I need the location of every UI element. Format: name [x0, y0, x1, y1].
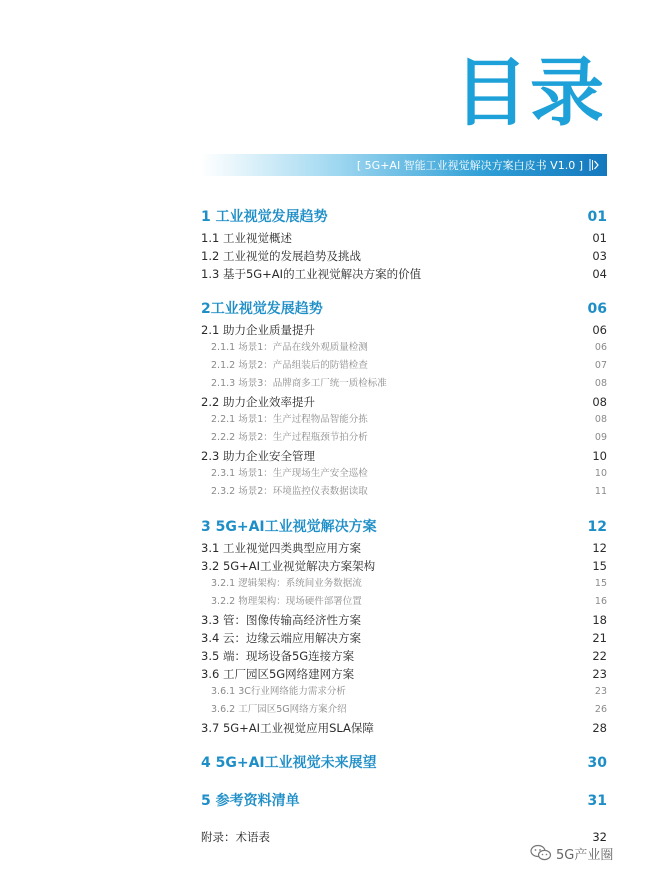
toc-chapter-page-number: 31 [587, 793, 607, 809]
toc-subsection-page-number: 08 [594, 414, 607, 425]
toc-subsection-page-number: 08 [594, 378, 607, 389]
toc-subsection-label: 2.1.3 场景3：品牌商多工厂统一质检标准 [211, 378, 387, 389]
toc-subsection[interactable] [201, 683, 607, 701]
toc-section-label: 1.2 工业视觉的发展趋势及挑战 [201, 249, 361, 263]
toc-section-label: 3.2 5G+AI工业视觉解决方案架构 [201, 559, 376, 573]
toc-section[interactable] [201, 321, 607, 339]
toc-section-label: 3.7 5G+AI工业视觉应用SLA保障 [201, 721, 374, 735]
toc-subsection[interactable] [201, 375, 607, 393]
toc-subsection[interactable] [201, 575, 607, 593]
toc-subsection-label: 2.1.1 场景1：产品在线外观质量检测 [211, 342, 368, 353]
toc-subsection[interactable] [201, 357, 607, 375]
toc-chapter-page-number: 01 [587, 209, 607, 225]
toc-subsection-page-number: 06 [594, 342, 607, 353]
toc-subsection-label: 3.6.2 工厂园区5G网络方案介绍 [211, 704, 347, 715]
toc-section-page-number: 01 [592, 231, 607, 245]
toc-chapter-label: 2工业视觉发展趋势 [201, 301, 323, 317]
toc-chapter[interactable] [201, 205, 607, 229]
toc-section-page-number: 06 [592, 323, 607, 337]
toc-section[interactable] [201, 247, 607, 265]
toc-section-label: 2.3 助力企业安全管理 [201, 449, 315, 463]
toc-subsection-label: 2.2.2 场景2：生产过程瓶颈节拍分析 [211, 432, 368, 443]
toc-section[interactable] [201, 611, 607, 629]
toc-section[interactable] [201, 393, 607, 411]
table-of-contents [201, 205, 607, 847]
toc-section-page-number: 08 [592, 395, 607, 409]
toc-subsection[interactable] [201, 593, 607, 611]
toc-section-page-number: 10 [592, 449, 607, 463]
footer-text: 5G产业圈 [556, 847, 614, 863]
toc-appendix-label: 附录：术语表 [201, 830, 270, 844]
toc-subsection[interactable] [201, 483, 607, 501]
toc-chapter[interactable] [201, 297, 607, 321]
page-title: 目录 [454, 50, 606, 136]
toc-subsection-label: 3.6.1 3C行业网络能力需求分析 [211, 686, 346, 697]
toc-subsection-label: 3.2.1 逻辑架构：系统间业务数据流 [211, 578, 362, 589]
toc-chapter-label: 4 5G+AI工业视觉未来展望 [201, 755, 377, 771]
toc-appendix-page-number: 32 [592, 830, 607, 844]
toc-section-label: 3.5 端：现场设备5G连接方案 [201, 649, 355, 663]
toc-chapter-page-number: 30 [587, 755, 607, 771]
toc-section-page-number: 23 [592, 667, 607, 681]
toc-section-label: 2.2 助力企业效率提升 [201, 395, 315, 409]
toc-subsection[interactable] [201, 701, 607, 719]
toc-section-label: 3.6 工厂园区5G网络建网方案 [201, 667, 355, 681]
toc-chapter-label: 3 5G+AI工业视觉解决方案 [201, 519, 377, 535]
toc-subsection-page-number: 10 [594, 468, 607, 479]
toc-section-label: 3.4 云：边缘云端应用解决方案 [201, 631, 361, 645]
toc-chapter[interactable] [201, 789, 607, 813]
toc-section-label: 1.1 工业视觉概述 [201, 231, 292, 245]
toc-chapter[interactable] [201, 515, 607, 539]
toc-section-label: 3.1 工业视觉四类典型应用方案 [201, 541, 361, 555]
toc-subsection[interactable] [201, 411, 607, 429]
toc-section[interactable] [201, 265, 607, 283]
toc-section[interactable] [201, 665, 607, 683]
toc-section-page-number: 18 [592, 613, 607, 627]
toc-chapter-label: 1 工业视觉发展趋势 [201, 209, 328, 225]
toc-section-label: 1.3 基于5G+AI的工业视觉解决方案的价值 [201, 267, 422, 281]
toc-subsection-page-number: 15 [594, 578, 607, 589]
toc-subsection[interactable] [201, 429, 607, 447]
toc-section-label: 3.3 管：图像传输高经济性方案 [201, 613, 361, 627]
toc-subsection[interactable] [201, 465, 607, 483]
toc-section-page-number: 21 [592, 631, 607, 645]
toc-section[interactable] [201, 447, 607, 465]
toc-subsection-label: 2.1.2 场景2：产品组装后的防错检查 [211, 360, 368, 371]
page-arrow-icon [589, 158, 599, 172]
toc-chapter-page-number: 12 [587, 519, 607, 535]
toc-section-page-number: 12 [592, 541, 607, 555]
toc-section-page-number: 28 [592, 721, 607, 735]
toc-subsection[interactable] [201, 339, 607, 357]
toc-subsection-page-number: 11 [594, 486, 607, 497]
document-banner [201, 154, 607, 176]
toc-chapter-page-number: 06 [587, 301, 607, 317]
toc-section-page-number: 03 [592, 249, 607, 263]
toc-section[interactable] [201, 229, 607, 247]
toc-subsection-label: 2.2.1 场景1：生产过程物品智能分拣 [211, 414, 368, 425]
toc-chapter-label: 5 参考资料清单 [201, 793, 300, 809]
toc-subsection-label: 3.2.2 物理架构：现场硬件部署位置 [211, 596, 362, 607]
toc-section[interactable] [201, 719, 607, 737]
toc-chapter[interactable] [201, 751, 607, 775]
toc-section[interactable] [201, 647, 607, 665]
banner-text: [ 5G+AI 智能工业视觉解决方案白皮书 V1.0 ] [356, 159, 583, 172]
toc-section[interactable] [201, 629, 607, 647]
footer-watermark [530, 843, 613, 863]
toc-subsection-label: 2.3.1 场景1：生产现场生产安全巡检 [211, 468, 368, 479]
toc-section-page-number: 04 [592, 267, 607, 281]
toc-subsection-page-number: 09 [594, 432, 607, 443]
toc-section[interactable] [201, 557, 607, 575]
toc-subsection-page-number: 16 [594, 596, 607, 607]
toc-section[interactable] [201, 539, 607, 557]
toc-subsection-page-number: 07 [594, 360, 607, 371]
toc-section-page-number: 22 [592, 649, 607, 663]
toc-subsection-page-number: 26 [594, 704, 607, 715]
wechat-icon [530, 844, 552, 862]
toc-section-label: 2.1 助力企业质量提升 [201, 323, 315, 337]
toc-subsection-label: 2.3.2 场景2：环境监控仪表数据读取 [211, 486, 368, 497]
toc-section-page-number: 15 [592, 559, 607, 573]
toc-subsection-page-number: 23 [594, 686, 607, 697]
